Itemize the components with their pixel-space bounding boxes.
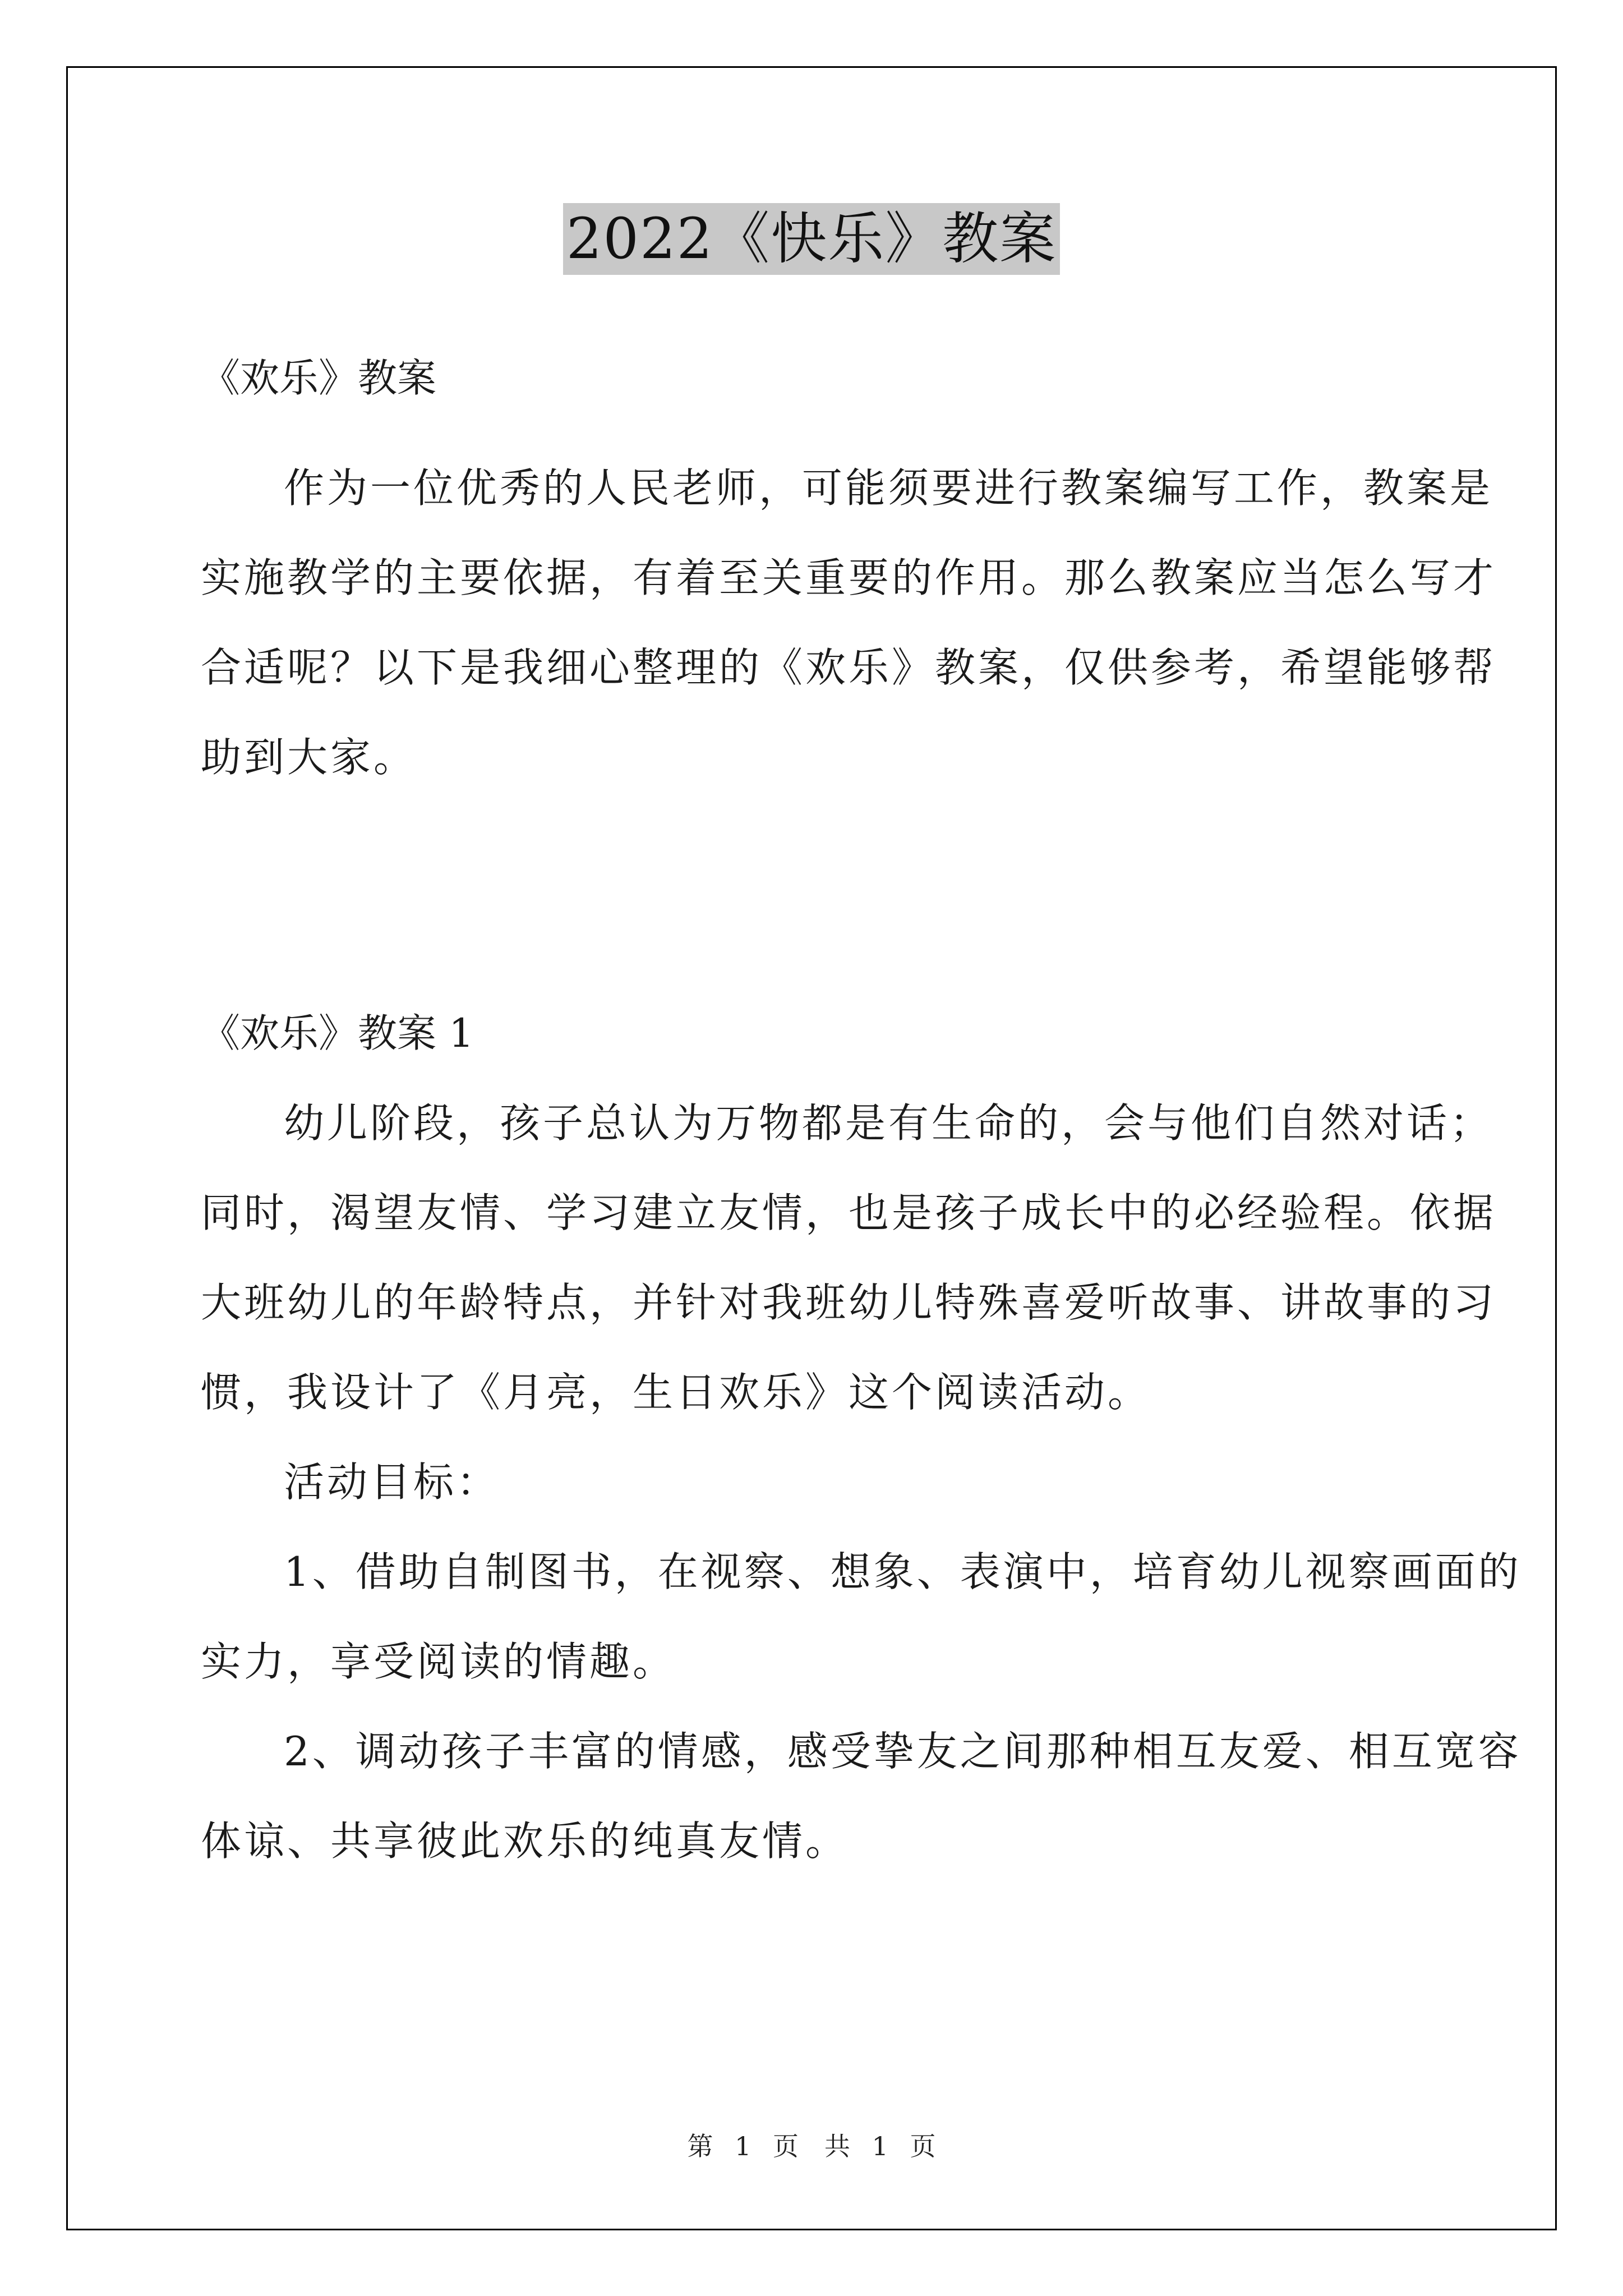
goal-1-line: 实力，享受阅读的情趣。 <box>201 1638 676 1685</box>
goal-1-line: 1、借助自制图书，在视察、想象、表演中，培育幼儿视察画面的 <box>284 1548 1521 1595</box>
goal-2-line: 2、调动孩子丰富的情感，感受挚友之间那种相互友爱、相互宽容 <box>284 1728 1521 1775</box>
goal-1-paragraph <box>201 1527 1521 1706</box>
section1-line: 惯，我设计了《月亮，生日欢乐》这个阅读活动。 <box>201 1369 1151 1416</box>
intro-line: 实施教学的主要依据，有着至关重要的作用。那么教案应当怎么写才 <box>201 554 1497 601</box>
title-container <box>0 203 1623 275</box>
document-title: 2022《快乐》教案 <box>563 203 1061 275</box>
section-heading: 《欢乐》教案 1 <box>201 1010 474 1056</box>
intro-line: 作为一位优秀的人民老师，可能须要进行教案编写工作，教案是 <box>284 464 1493 512</box>
goals-heading: 活动目标： <box>284 1458 500 1506</box>
intro-line: 助到大家。 <box>201 734 417 781</box>
page-footer: 第 1 页 共 1 页 <box>687 2131 936 2161</box>
goals-heading-paragraph <box>201 1437 1440 1527</box>
subtitle: 《欢乐》教案 <box>201 355 436 401</box>
section1-line: 同时，渴望友情、学习建立友情，也是孩子成长中的必经验程。依据 <box>201 1189 1497 1236</box>
section1-line: 大班幼儿的年龄特点，并针对我班幼儿特殊喜爱听故事、讲故事的习 <box>201 1279 1497 1326</box>
goal-2-paragraph <box>201 1706 1521 1886</box>
intro-line: 合适呢？以下是我细心整理的《欢乐》教案，仅供参考，希望能够帮 <box>201 644 1497 691</box>
goal-2-line: 体谅、共享彼此欢乐的纯真友情。 <box>201 1818 849 1865</box>
intro-paragraph <box>201 443 1497 802</box>
section1-line: 幼儿阶段，孩子总认为万物都是有生命的，会与他们自然对话； <box>284 1099 1493 1147</box>
section1-paragraph <box>201 1078 1497 1437</box>
